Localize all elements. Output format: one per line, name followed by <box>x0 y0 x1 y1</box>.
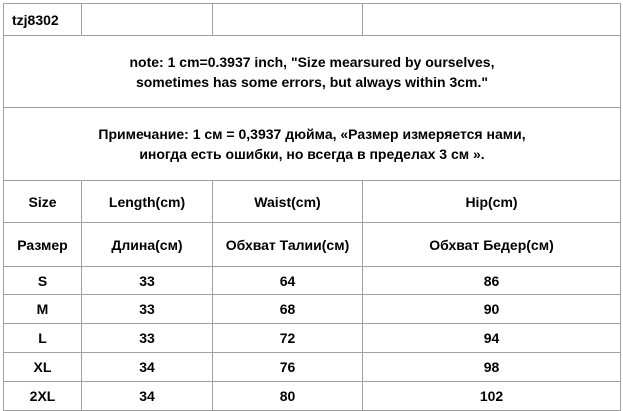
hip-cell: 90 <box>363 295 621 324</box>
length-cell: 33 <box>82 324 213 353</box>
hip-cell: 102 <box>363 382 621 411</box>
waist-cell: 68 <box>213 295 363 324</box>
length-cell: 33 <box>82 295 213 324</box>
hip-cell: 94 <box>363 324 621 353</box>
header-row-english <box>4 181 621 223</box>
table-row <box>4 353 621 382</box>
english-note <box>4 36 621 108</box>
empty-cell <box>82 4 213 36</box>
header-size-ru: Размер <box>4 223 82 267</box>
waist-cell: 64 <box>213 267 363 295</box>
waist-cell: 80 <box>213 382 363 411</box>
table-row <box>4 324 621 353</box>
size-cell: M <box>4 295 82 324</box>
table-row <box>4 382 621 411</box>
english-note-line: sometimes has some errors, but always within 3cm." <box>135 73 489 90</box>
header-waist: Waist(cm) <box>213 181 363 223</box>
russian-note-line: иногда есть ошибки, но всегда в пределах 3 см ». <box>139 146 485 162</box>
hip-cell: 86 <box>363 267 621 295</box>
header-length: Length(cm) <box>82 181 213 223</box>
size-chart-table <box>3 3 621 411</box>
header-hip-ru: Обхват Бедер(см) <box>363 223 621 267</box>
empty-cell <box>213 4 363 36</box>
product-code: tzj8302 <box>4 4 82 36</box>
table-row <box>4 267 621 295</box>
header-size: Size <box>4 181 82 223</box>
size-cell: L <box>4 324 82 353</box>
waist-cell: 76 <box>213 353 363 382</box>
length-cell: 33 <box>82 267 213 295</box>
header-length-ru: Длина(см) <box>82 223 213 267</box>
table-row <box>4 295 621 324</box>
product-code-row <box>4 4 621 36</box>
hip-cell: 98 <box>363 353 621 382</box>
size-cell: 2XL <box>4 382 82 411</box>
size-cell: S <box>4 267 82 295</box>
waist-cell: 72 <box>213 324 363 353</box>
english-note-row <box>4 36 621 108</box>
header-waist-ru: Обхват Талии(см) <box>213 223 363 267</box>
russian-note <box>4 108 621 181</box>
header-row-russian <box>4 223 621 267</box>
empty-cell <box>363 4 621 36</box>
length-cell: 34 <box>82 353 213 382</box>
english-note-line: note: 1 cm=0.3937 inch, "Size mearsured by ourselves, <box>129 53 495 70</box>
length-cell: 34 <box>82 382 213 411</box>
russian-note-row <box>4 108 621 181</box>
header-hip: Hip(cm) <box>363 181 621 223</box>
size-cell: XL <box>4 353 82 382</box>
russian-note-line: Примечание: 1 см = 0,3937 дюйма, «Размер измеряется нами, <box>98 126 526 142</box>
